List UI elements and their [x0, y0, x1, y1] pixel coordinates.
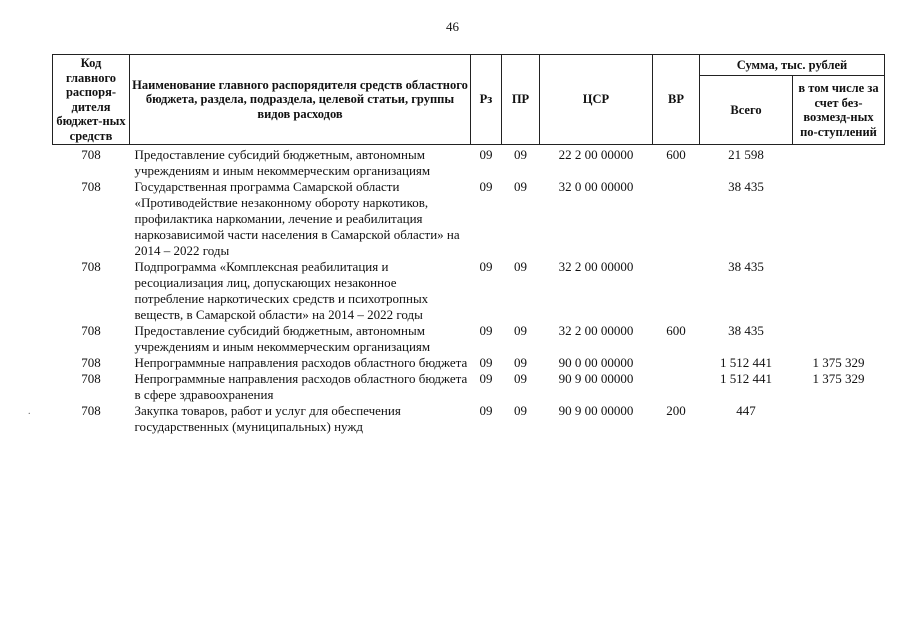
row-total: 1 512 441	[720, 355, 772, 370]
row-csr: 90 0 00 00000	[558, 355, 634, 370]
row-pr: 09	[514, 259, 527, 274]
row-vr: 600	[666, 323, 686, 338]
header-vr: ВР	[653, 55, 700, 145]
row-vr: 600	[666, 147, 686, 162]
row-pr: 09	[514, 355, 527, 370]
row-rz: 09	[479, 355, 493, 370]
header-rz: Рз	[471, 55, 502, 145]
row-csr: 22 2 00 00000	[558, 147, 634, 162]
header-code: Код главного распоря-дителя бюджет-ных средств	[53, 55, 130, 145]
row-name: Подпрограмма «Комплексная реабилитация и ресоциализация лиц, допускающих незаконное потребление наркотических средств и психотропных веществ, в Самарской области» на 2014 – 2022 годы	[134, 259, 429, 322]
header-total: Всего	[700, 76, 793, 145]
table-row	[53, 355, 885, 371]
page-number: 46	[446, 19, 459, 34]
row-csr: 90 9 00 00000	[558, 371, 634, 386]
row-code: 708	[81, 147, 101, 162]
row-pr: 09	[514, 147, 527, 162]
row-csr: 32 2 00 00000	[558, 323, 634, 338]
row-rz: 09	[479, 179, 493, 194]
row-pr: 09	[514, 179, 527, 194]
row-pr: 09	[514, 323, 527, 338]
row-name: Предоставление субсидий бюджетным, автономным учреждениям и иным некоммерческим организациям	[134, 323, 431, 354]
table-row	[53, 323, 885, 355]
row-rz: 09	[479, 259, 493, 274]
table-row	[53, 371, 885, 403]
row-rz: 09	[479, 323, 493, 338]
row-name: Государственная программа Самарской области «Противодействие незаконному обороту наркотиков, профилактика наркомании, лечение и реабилитация наркозависимой части населения в Самарской области» на 2014 – 2022 годы	[134, 179, 460, 258]
row-name: Предоставление субсидий бюджетным, автономным учреждениям и иным некоммерческим организациям	[134, 147, 431, 178]
row-csr: 90 9 00 00000	[558, 403, 634, 418]
row-code: 708	[81, 371, 101, 386]
row-vr	[653, 179, 700, 259]
header-pr: ПР	[502, 55, 540, 145]
row-rz: 09	[479, 371, 493, 386]
row-code: 708	[81, 355, 101, 370]
row-total: 38 435	[728, 179, 764, 194]
row-rz: 09	[479, 403, 493, 418]
row-grants	[793, 259, 885, 323]
row-code: 708	[81, 403, 101, 418]
header-sum-group: Сумма, тыс. рублей	[700, 55, 885, 76]
row-pr: 09	[514, 403, 527, 418]
row-csr: 32 2 00 00000	[558, 259, 634, 274]
table-row	[53, 179, 885, 259]
row-grants: 1 375 329	[812, 371, 865, 386]
table-row	[53, 403, 885, 435]
row-vr	[653, 355, 700, 371]
header-csr: ЦСР	[540, 55, 653, 145]
row-name: Непрограммные направления расходов областного бюджета в сфере здравоохранения	[134, 371, 468, 402]
header-name: Наименование главного распорядителя средств областного бюджета, раздела, подраздела, целевой статьи, группы видов расходов	[130, 55, 471, 145]
row-total: 38 435	[728, 323, 764, 338]
table-body	[53, 145, 885, 436]
row-total: 1 512 441	[720, 371, 772, 386]
row-rz: 09	[479, 147, 493, 162]
row-code: 708	[81, 323, 101, 338]
row-csr: 32 0 00 00000	[558, 179, 634, 194]
row-grants	[793, 145, 885, 180]
row-pr: 09	[514, 371, 527, 386]
row-total: 38 435	[728, 259, 764, 274]
table-row	[53, 259, 885, 323]
row-code: 708	[81, 259, 101, 274]
row-grants: 1 375 329	[812, 355, 865, 370]
row-grants	[793, 323, 885, 355]
row-grants	[793, 403, 885, 435]
row-grants	[793, 179, 885, 259]
row-total: 447	[736, 403, 756, 418]
row-code: 708	[81, 179, 101, 194]
row-total: 21 598	[728, 147, 764, 162]
budget-table	[52, 54, 885, 435]
margin-mark: .	[28, 406, 31, 417]
row-name: Закупка товаров, работ и услуг для обеспечения государственных (муниципальных) нужд	[134, 403, 401, 434]
row-vr: 200	[666, 403, 686, 418]
table-row	[53, 145, 885, 180]
row-vr	[653, 259, 700, 323]
header-grants: в том числе за счет без-возмезд-ных по-ступлений	[793, 76, 885, 145]
row-name: Непрограммные направления расходов областного бюджета	[134, 355, 468, 370]
row-vr	[653, 371, 700, 403]
